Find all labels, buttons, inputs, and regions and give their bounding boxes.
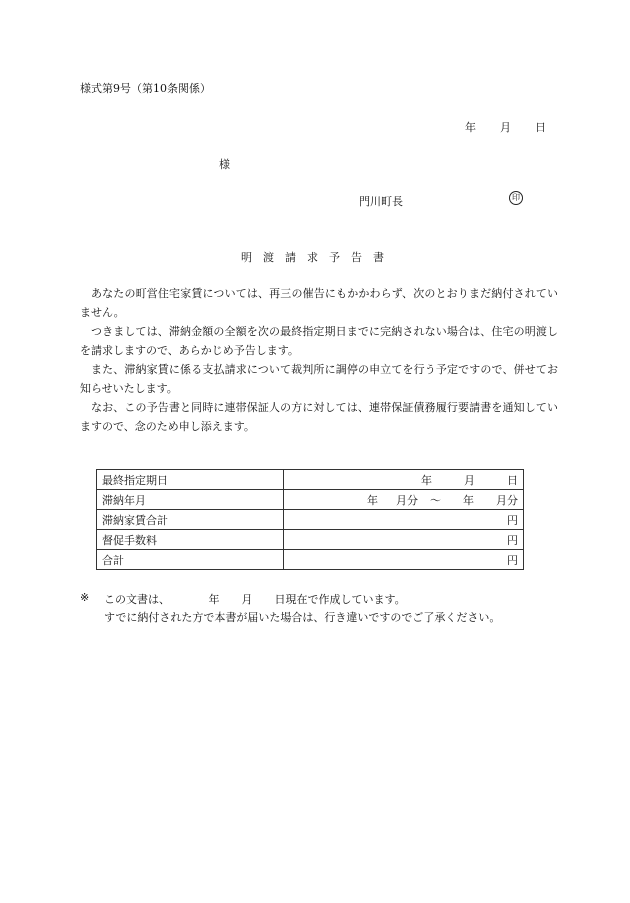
row-label: 督促手数料 xyxy=(97,530,284,550)
row-label: 最終指定期日 xyxy=(97,470,284,490)
row-value: 円 xyxy=(284,510,524,530)
row-value: 年 月 日 xyxy=(284,470,524,490)
table-row xyxy=(97,470,524,490)
date-month-label: 月 xyxy=(500,121,511,134)
paragraph-3: また、滞納家賃に係る支払請求について裁判所に調停の申立てを行う予定ですので、併せてお知らせいたします。 xyxy=(80,363,558,395)
paragraph-2: つきましては、滞納金額の全額を次の最終指定期日までに完納されない場合は、住宅の明渡しを請求しますので、あらかじめ予告します。 xyxy=(80,325,558,357)
date-day-label: 日 xyxy=(535,121,546,134)
note-mark: ※ xyxy=(80,591,90,604)
table-row xyxy=(97,510,524,530)
form-number: 様式第9号（第10条関係） xyxy=(80,82,211,95)
table-row xyxy=(97,550,524,570)
row-label: 合計 xyxy=(97,550,284,570)
row-value: 円 xyxy=(284,550,524,570)
addressee-suffix: 様 xyxy=(219,158,230,171)
date-year-label: 年 xyxy=(465,121,476,134)
seal-mark: 印 xyxy=(509,191,523,205)
row-label: 滞納家賃合計 xyxy=(97,510,284,530)
table-row xyxy=(97,490,524,510)
sender-name: 門川町長 xyxy=(359,195,403,208)
paragraph-4: なお、この予告書と同時に連帯保証人の方に対しては、連帯保証債務履行要請書を通知していますので、念のため申し添えます。 xyxy=(80,401,558,433)
row-value: 年 月分 ～ 年 月分 xyxy=(284,490,524,510)
note-line-2: すでに納付された方で本書が届いた場合は、行き違いですのでご了承ください。 xyxy=(104,611,501,624)
body-text xyxy=(80,284,558,436)
issue-date xyxy=(465,119,546,135)
paragraph-1: あなたの町営住宅家賃については、再三の催告にもかかわらず、次のとおりまだ納付されていません。 xyxy=(80,287,558,319)
document-title: 明渡請求予告書 xyxy=(241,251,395,264)
note-line-1: この文書は、 年 月 日現在で作成しています。 xyxy=(104,593,406,606)
arrears-table xyxy=(96,469,524,570)
row-label: 滞納年月 xyxy=(97,490,284,510)
table-row xyxy=(97,530,524,550)
row-value: 円 xyxy=(284,530,524,550)
